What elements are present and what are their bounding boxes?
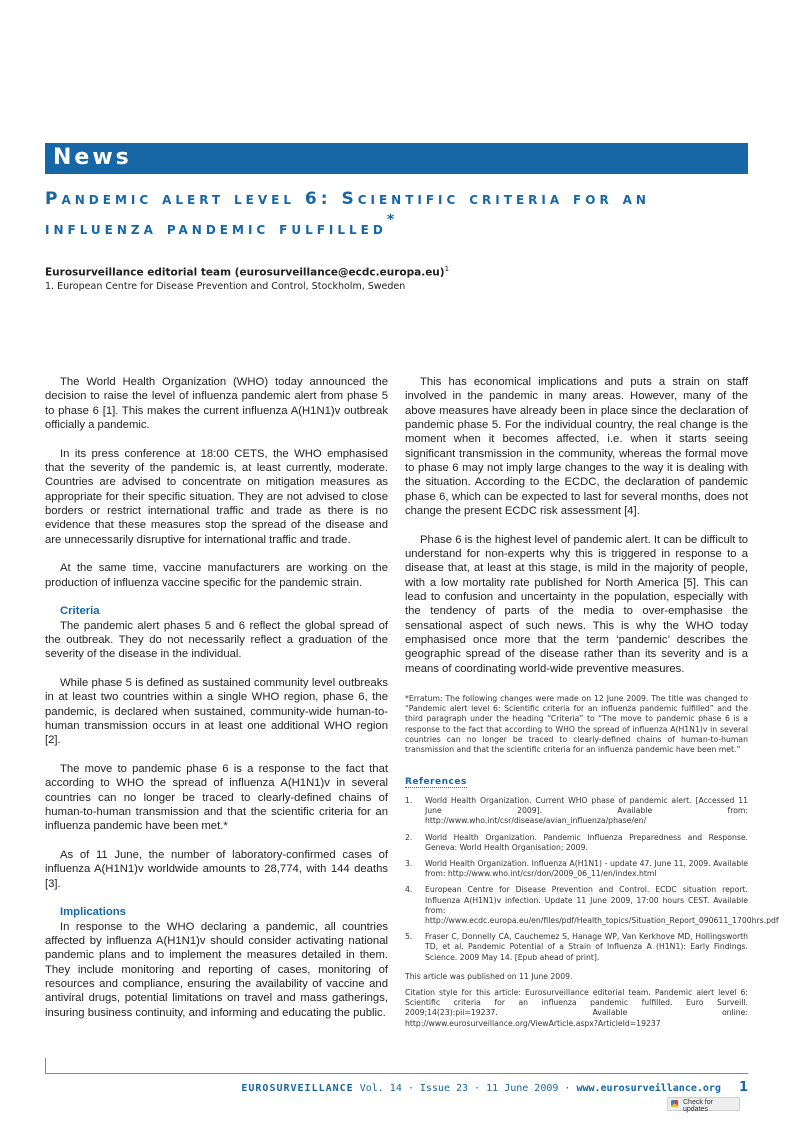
reference-number: 2. — [405, 832, 413, 842]
author-affiliation-mark: 1 — [444, 265, 450, 273]
page-footer — [241, 1080, 748, 1095]
reference-item — [405, 796, 748, 827]
section-heading-criteria: Criteria — [60, 605, 100, 618]
journal-name: EUROSURVEILLANCE — [241, 1083, 354, 1094]
section-banner — [45, 143, 748, 174]
reference-text: World Health Organization. Pandemic Influenza Preparedness and Response. Geneva: World Health Organisation; 2009. — [425, 832, 748, 852]
paragraph: The World Health Organization (WHO) today announced the decision to raise the level of influenza pandemic alert from phase 5 to phase 6 [1]. This makes the current influenza A(H1N1)v outbreak officially a pandemic. — [45, 376, 388, 432]
footer-rule-vertical — [45, 1058, 46, 1074]
reference-text: World Health Organization. Current WHO phase of pandemic alert. [Accessed 11 June 2009]. Available from: http://www.who.int/csr/disease/avian_influenza/phase/en/ — [425, 796, 748, 826]
section-heading-implications: Implications — [60, 906, 126, 919]
reference-number: 3. — [405, 859, 413, 869]
reference-item — [405, 885, 779, 926]
reference-item — [405, 932, 748, 963]
reference-text: Fraser C, Donnelly CA, Cauchemez S, Hanage WP, Van Kerkhove MD, Hollingsworth TD, et al. Pandemic Potential of a Strain of Influenza A (H1N1): Early Findings. Science. 2009 May 14. [Epub ahead of print]. — [425, 932, 748, 962]
reference-text: World Health Organization. Influenza A(H1N1) - update 47. June 11, 2009. Available from: http://www.who.int/csr/don/2009_06_11/en/index.html — [425, 859, 748, 879]
journal-url: www.eurosurveillance.org — [576, 1083, 721, 1094]
paragraph: Phase 6 is the highest level of pandemic alert. It can be difficult to understand for non-experts why this is triggered in response to a disease that, at least at this stage, is mild in the majority of people, with a low mortality rate published for North America [5]. This can lead to confusion and uncertainty in the population, especially with the tendency of parts of the media to over-emphasise the sensational aspect of such news. This is why the WHO today emphasised once more that the term ‘pandemic’ describes the geographic spread of the disease rather than its severity and is a means of coordinating world-wide preventive measures. — [405, 533, 748, 675]
affiliation: 1. European Centre for Disease Prevention and Control, Stockholm, Sweden — [45, 281, 406, 292]
paragraph: While phase 5 is defined as sustained community level outbreaks in at least two countries within a single WHO region, phase 6, the pandemic, is declared when sustained, community-wide human-to-human transmission occurs in at least one additional WHO region [2]. — [45, 677, 388, 747]
references-heading: References — [405, 777, 467, 787]
references-list — [405, 796, 779, 969]
reference-text: European Centre for Disease Prevention and Control. ECDC situation report. Influenza A(H1N1)v infection. Update 11 June 2009, 17:00 hours CEST. Available from: http://www.ecdc.europa.eu/en/files/pdf/Health_topics/Situation_Report_090611_1700hrs.pdf — [425, 885, 779, 926]
check-for-updates-label: Check for updates — [683, 1099, 713, 1113]
body-column-right — [405, 375, 748, 676]
citation-note: Citation style for this article: Eurosurveillance editorial team. Pandemic alert level 6: Scientific criteria for an influenza pandemic fulfilled. Euro Surveill. 2009;14(23):pii=19237. Available online: http://www.eurosurveillance.org/ViewArticle.aspx?ArticleId=19237 — [405, 988, 748, 1028]
page-number: 1 — [738, 1080, 748, 1095]
crossmark-icon — [671, 1100, 678, 1107]
author-line — [45, 265, 748, 279]
check-for-updates-button[interactable] — [667, 1097, 740, 1111]
title-footnote-mark: * — [386, 212, 395, 228]
paragraph: In response to the WHO declaring a pandemic, all countries affected by influenza A(H1N1)v should consider activating national pandemic plans and to implement the measures detailed in them. They include monitoring and reporting of cases, monitoring of resources and compliance, ensuring the availability of vaccine and antiviral drugs, potential limitations on travel and mass gatherings, insuring business continuity, and informing and educating the public. — [45, 920, 388, 1019]
reference-item — [405, 833, 748, 853]
paragraph: The move to pandemic phase 6 is a response to the fact that according to WHO the spread of influenza A(H1N1)v in several countries can no longer be traced to clearly-defined chains of human-to-human transmission and that the scientific criteria for an influenza pandemic have been met.* — [45, 763, 388, 833]
paragraph: In its press conference at 18:00 CETS, the WHO emphasised that the severity of the pandemic is, at least currently, moderate. Countries are advised to concentrate on mitigation measures as appropriate for their specific situation. They are not advised to close borders or restrict international traffic and trade as there is no evidence that these measures stop the spread of the disease and are unnecessarily disruptive for international traffic and trade. — [45, 447, 388, 546]
reference-number: 4. — [405, 885, 413, 895]
publication-note: This article was published on 11 June 2009. — [405, 972, 573, 981]
issue-info: Vol. 14 · Issue 23 · 11 June 2009 · — [353, 1083, 577, 1094]
article-title — [45, 184, 748, 244]
paragraph: This has economical implications and puts a strain on staff involved in the pandemic in many areas. However, many of the above measures have already been in place since the declaration of pandemic phase 5. For the individual country, the real change is the moment when it becomes affected, i.e. when it starts seeing significant transmission in the community, whereas the formal move to phase 6 may not imply large changes to the way it is dealing with the situation. According to the ECDC, the declaration of pandemic phase 6, which can be expected to last for several months, does not change the present ECDC risk assessment [4]. — [405, 376, 748, 518]
erratum-note: *Erratum: The following changes were made on 12 June 2009. The title was changed to “Pandemic alert level 6: Scientific criteria for an influenza pandemic fulfilled” and the third paragraph under the heading “Criteria” to “The move to pandemic phase 6 is a response to the fact that according to WHO the spread of influenza A(H1N1)v in several countries can no longer be traced to clearly-defined chains of human-to-human transmission and that the scientific criteria for an influenza pandemic have been met.” — [405, 694, 748, 755]
article-title-text: Pandemic alert level 6: Scientific criteria for an influenza pandemic fulfilled — [45, 189, 650, 239]
section-label: News — [53, 145, 132, 170]
reference-item — [405, 859, 748, 879]
reference-number: 1. — [405, 796, 413, 805]
paragraph: As of 11 June, the number of laboratory-confirmed cases of influenza A(H1N1)v worldwide amounts to 28,774, with 144 deaths [3]. — [45, 849, 388, 890]
paragraph: The pandemic alert phases 5 and 6 reflect the global spread of the outbreak. They do not necessarily reflect a graduation of the severity of the disease in the individual. — [45, 619, 388, 661]
footer-rule — [45, 1073, 748, 1074]
body-column-left — [45, 375, 388, 1020]
author-name: Eurosurveillance editorial team (eurosurveillance@ecdc.europa.eu) — [45, 266, 445, 279]
paragraph: At the same time, vaccine manufacturers are working on the production of influenza vaccine specific for the pandemic strain. — [45, 562, 388, 589]
reference-number: 5. — [405, 932, 413, 942]
